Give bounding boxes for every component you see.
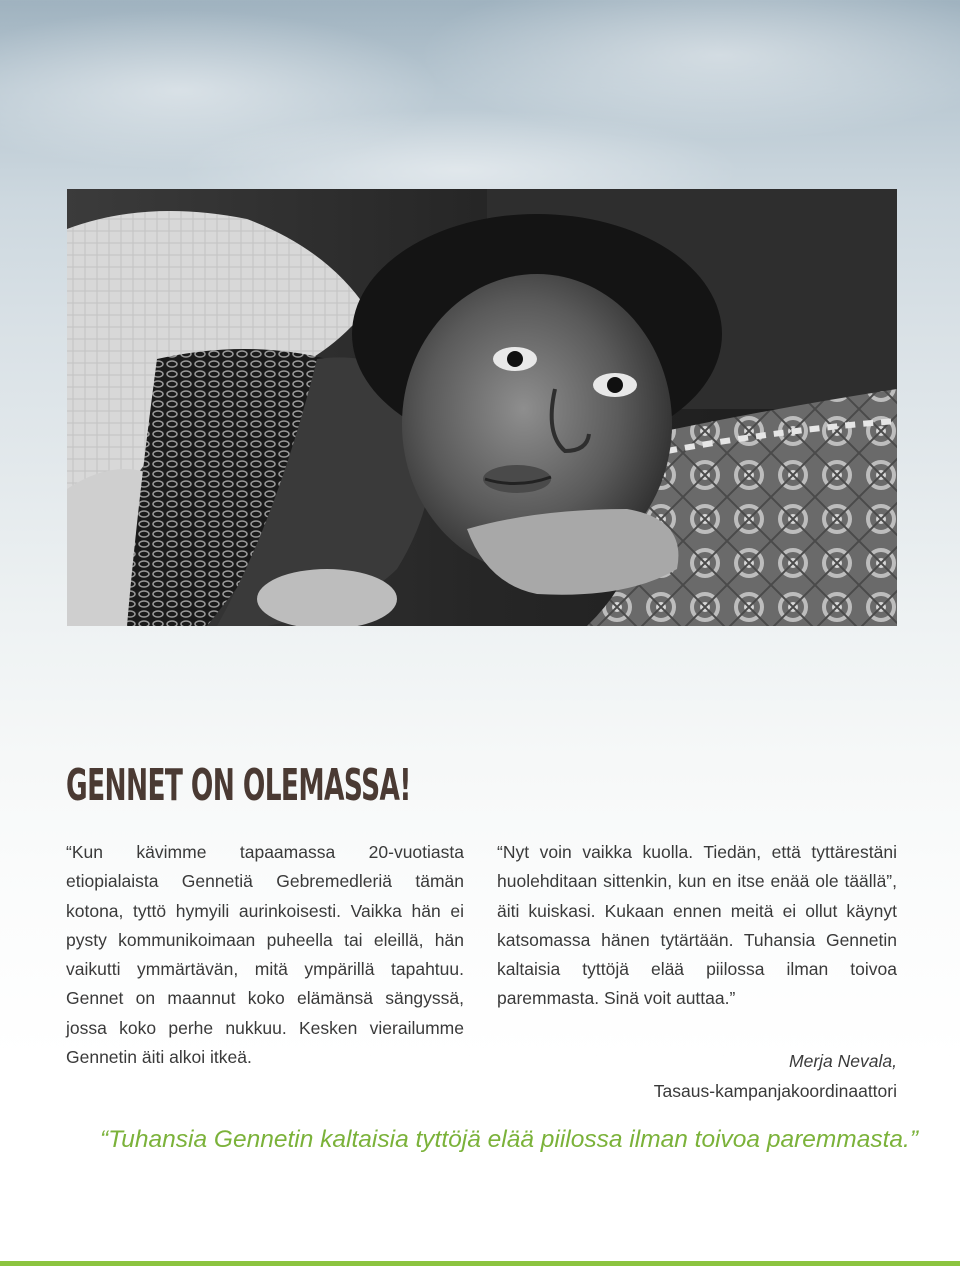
portrait-photo xyxy=(67,189,897,626)
article-headline: GENNET ON OLEMASSA! xyxy=(66,760,411,811)
article-body-left: “Kun kävimme tapaamassa 20-vuotiasta etiopialaista Gennetiä Gebremedleriä tämän kotona, tyttö hymyili aurinkoisesti. Vaikka hän ei pysty kommunikoimaan puheella tai eleillä, hän vaikutti ymmärtävän, mitä ympärillä tapahtuu. Gennet on maannut koko elämänsä sängyssä, jossa koko perhe nukkuu. Kesken vierailumme Gennetin äiti alkoi itkeä. xyxy=(66,842,464,1068)
bottom-accent-bar xyxy=(0,1261,960,1266)
sky-cloud xyxy=(420,0,960,140)
signature-name: Merja Nevala, xyxy=(789,1051,897,1071)
signature-title: Tasaus-kampanjakoordinaattori xyxy=(653,1081,897,1101)
article-body-right: “Nyt voin vaikka kuolla. Tiedän, että tyttärestäni huolehditaan sittenkin, kun en itse enää ole täällä”, äiti kuiskasi. Kukaan ennen meitä ei ollut käynyt katsomassa hänen tytärtään. Tuhansia Gennetin kaltaisia tyttöjä elää piilossa ilman toivoa paremmasta. Sinä voit auttaa.” xyxy=(497,842,897,1009)
pull-quote: “Tuhansia Gennetin kaltaisia tyttöjä elää piilossa ilman toivoa paremmasta.” xyxy=(100,1126,918,1153)
sky-cloud xyxy=(0,10,440,170)
